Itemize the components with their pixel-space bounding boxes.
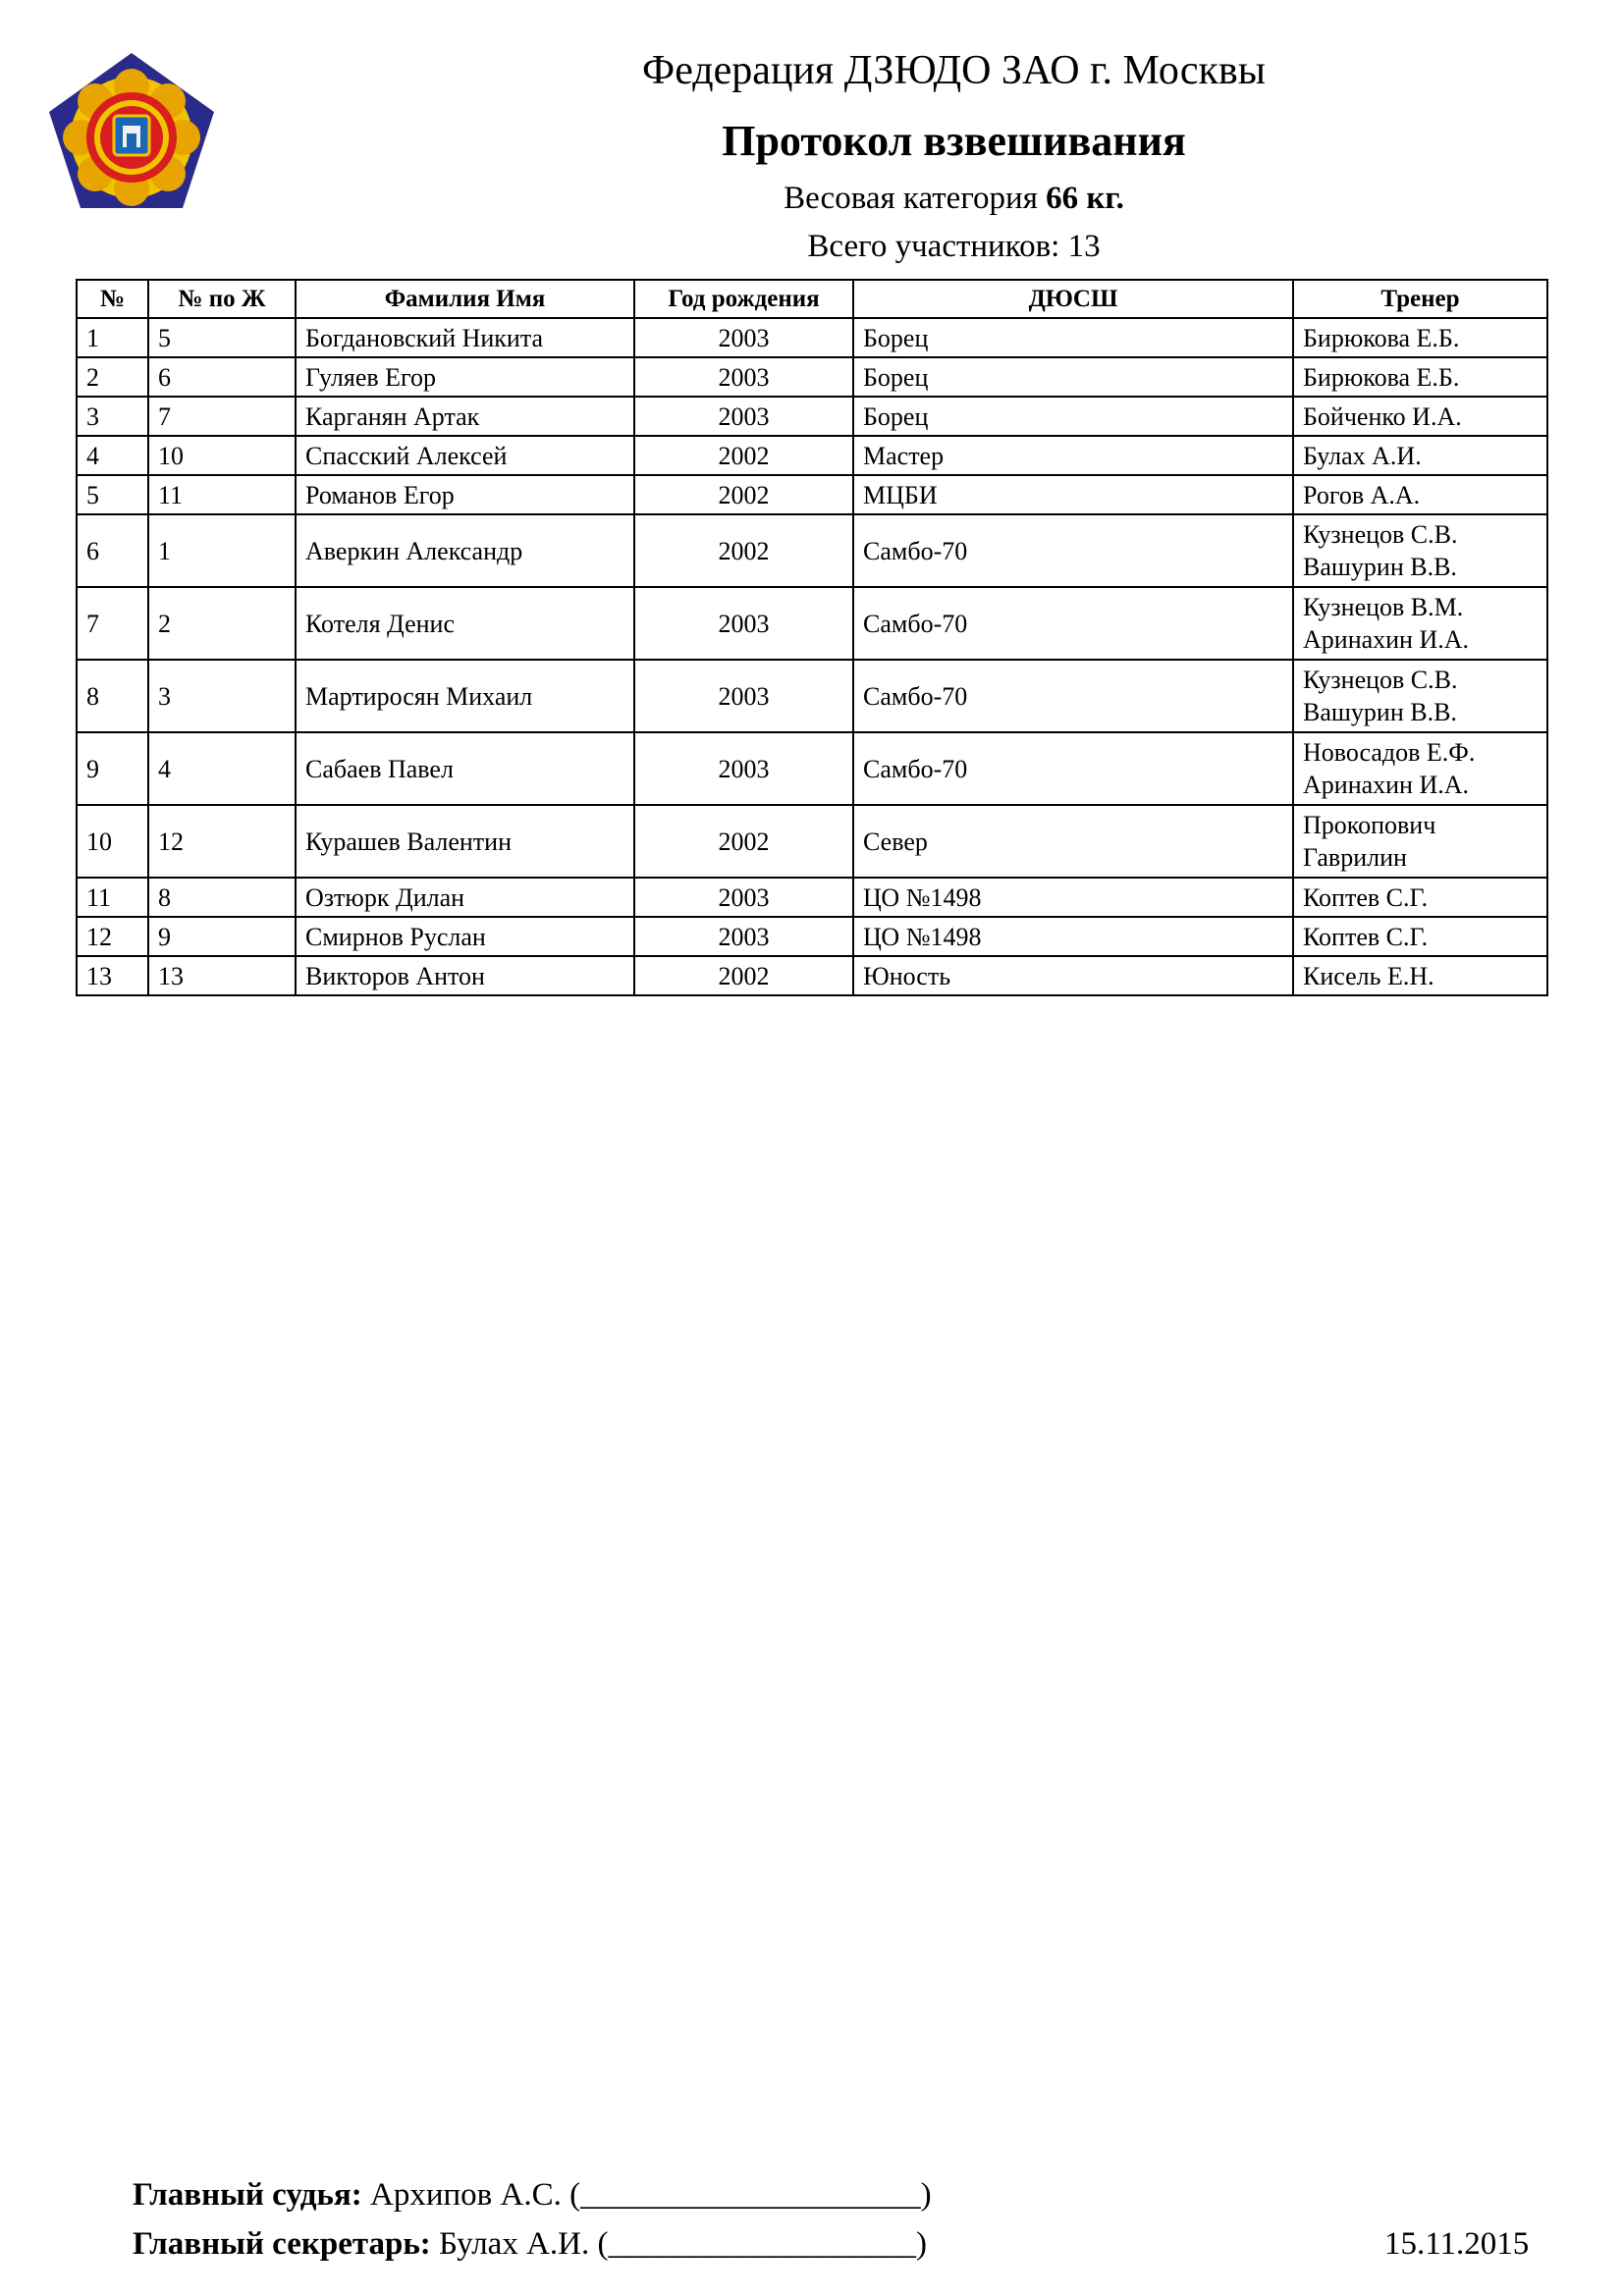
cell-name: Мартиросян Михаил [296, 660, 634, 732]
coach-primary: Новосадов Е.Ф. [1303, 738, 1476, 767]
coach-primary: Кисель Е.Н. [1303, 961, 1434, 990]
cell-name: Курашев Валентин [296, 805, 634, 878]
cell-birth-year: 2003 [634, 732, 853, 805]
coach-primary: Булах А.И. [1303, 441, 1422, 470]
cell-draw-number: 2 [148, 587, 296, 660]
cell-school: Юность [853, 956, 1293, 995]
cell-number: 8 [77, 660, 148, 732]
cell-name: Гуляев Егор [296, 357, 634, 397]
table-row [77, 805, 1547, 878]
cell-birth-year: 2003 [634, 397, 853, 436]
cell-draw-number: 11 [148, 475, 296, 514]
cell-coach [1293, 660, 1547, 732]
cell-coach [1293, 732, 1547, 805]
cell-birth-year: 2003 [634, 587, 853, 660]
cell-coach [1293, 514, 1547, 587]
cell-number: 5 [77, 475, 148, 514]
cell-draw-number: 3 [148, 660, 296, 732]
cell-name: Сабаев Павел [296, 732, 634, 805]
cell-birth-year: 2002 [634, 805, 853, 878]
coach-primary: Кузнецов С.В. [1303, 666, 1458, 694]
chief-judge-line [133, 2177, 932, 2214]
cell-birth-year: 2002 [634, 514, 853, 587]
coach-primary: Прокопович [1303, 811, 1436, 839]
cell-name: Котеля Денис [296, 587, 634, 660]
cell-coach [1293, 397, 1547, 436]
weight-category [0, 181, 1623, 217]
column-header-name: Фамилия Имя [296, 280, 634, 318]
cell-school: Север [853, 805, 1293, 878]
table-row [77, 397, 1547, 436]
cell-school: Самбо-70 [853, 587, 1293, 660]
organization-name: Федерация ДЗЮДО ЗАО г. Москвы [642, 48, 1266, 93]
coach-secondary: Вашурин В.В. [1303, 698, 1457, 726]
table-row [77, 956, 1547, 995]
cell-number: 11 [77, 878, 148, 917]
cell-coach [1293, 318, 1547, 357]
cell-school: Самбо-70 [853, 732, 1293, 805]
cell-number: 13 [77, 956, 148, 995]
coach-primary: Коптев С.Г. [1303, 882, 1429, 912]
column-header-birth-year: Год рождения [634, 280, 853, 318]
cell-draw-number: 8 [148, 878, 296, 917]
coach-secondary: Аринахин И.А. [1303, 625, 1470, 654]
column-header-number: № [77, 280, 148, 318]
coach-primary: Кузнецов С.В. [1303, 520, 1458, 549]
cell-draw-number: 4 [148, 732, 296, 805]
cell-school: Борец [853, 397, 1293, 436]
chief-secretary-line [133, 2226, 927, 2263]
cell-coach [1293, 587, 1547, 660]
cell-school: Борец [853, 357, 1293, 397]
chief-secretary-value: Булах А.И. (___________________) [439, 2226, 927, 2262]
cell-number: 7 [77, 587, 148, 660]
cell-draw-number: 5 [148, 318, 296, 357]
chief-judge-label: Главный судья: [133, 2177, 362, 2213]
table-row [77, 732, 1547, 805]
coach-primary: Рогов А.А. [1303, 480, 1421, 509]
cell-birth-year: 2003 [634, 357, 853, 397]
document-date: 15.11.2015 [1384, 2226, 1530, 2262]
table-row [77, 587, 1547, 660]
cell-name: Озтюрк Дилан [296, 878, 634, 917]
table-row [77, 878, 1547, 917]
cell-number: 1 [77, 318, 148, 357]
cell-name: Аверкин Александр [296, 514, 634, 587]
document-title: Протокол взвешивания [722, 117, 1186, 165]
cell-coach [1293, 878, 1547, 917]
cell-draw-number: 9 [148, 917, 296, 956]
table-row [77, 357, 1547, 397]
cell-school: Мастер [853, 436, 1293, 475]
cell-coach [1293, 357, 1547, 397]
cell-birth-year: 2003 [634, 660, 853, 732]
cell-school: ЦО №1498 [853, 878, 1293, 917]
cell-draw-number: 1 [148, 514, 296, 587]
column-header-school: ДЮСШ [853, 280, 1293, 318]
weigh-in-table [76, 279, 1548, 996]
cell-number: 6 [77, 514, 148, 587]
chief-secretary-label: Главный секретарь: [133, 2226, 431, 2262]
cell-draw-number: 13 [148, 956, 296, 995]
cell-number: 10 [77, 805, 148, 878]
table-row [77, 318, 1547, 357]
table-row [77, 436, 1547, 475]
cell-name: Викторов Антон [296, 956, 634, 995]
cell-school: МЦБИ [853, 475, 1293, 514]
cell-name: Спасский Алексей [296, 436, 634, 475]
coach-primary: Бирюкова Е.Б. [1303, 362, 1460, 392]
cell-draw-number: 7 [148, 397, 296, 436]
column-header-draw-number: № по Ж [148, 280, 296, 318]
cell-birth-year: 2003 [634, 878, 853, 917]
cell-number: 9 [77, 732, 148, 805]
cell-coach [1293, 436, 1547, 475]
table-row [77, 917, 1547, 956]
cell-coach [1293, 805, 1547, 878]
table-row [77, 475, 1547, 514]
weight-category-label: Весовая категория [784, 181, 1038, 216]
coach-primary: Кузнецов В.М. [1303, 593, 1464, 621]
coach-primary: Бирюкова Е.Б. [1303, 323, 1460, 352]
cell-coach [1293, 475, 1547, 514]
cell-school: Борец [853, 318, 1293, 357]
cell-school: Самбо-70 [853, 514, 1293, 587]
coach-primary: Коптев С.Г. [1303, 922, 1429, 951]
chief-judge-value: Архипов А.С. (_____________________) [370, 2177, 932, 2213]
cell-birth-year: 2003 [634, 318, 853, 357]
cell-number: 2 [77, 357, 148, 397]
coach-primary: Бойченко И.А. [1303, 401, 1462, 431]
table-row [77, 660, 1547, 732]
cell-number: 3 [77, 397, 148, 436]
cell-birth-year: 2003 [634, 917, 853, 956]
cell-name: Богдановский Никита [296, 318, 634, 357]
cell-birth-year: 2002 [634, 475, 853, 514]
cell-birth-year: 2002 [634, 436, 853, 475]
column-header-coach: Тренер [1293, 280, 1547, 318]
cell-draw-number: 10 [148, 436, 296, 475]
cell-name: Карганян Артак [296, 397, 634, 436]
cell-number: 4 [77, 436, 148, 475]
cell-name: Романов Егор [296, 475, 634, 514]
total-participants: Всего участников: 13 [807, 229, 1101, 264]
cell-draw-number: 6 [148, 357, 296, 397]
coach-secondary: Аринахин И.А. [1303, 771, 1470, 799]
table-header-row [77, 280, 1547, 318]
coach-secondary: Гаврилин [1303, 843, 1407, 872]
cell-coach [1293, 917, 1547, 956]
table-row [77, 514, 1547, 587]
weight-category-value: 66 кг. [1046, 181, 1124, 216]
coach-secondary: Вашурин В.В. [1303, 553, 1457, 581]
cell-school: ЦО №1498 [853, 917, 1293, 956]
cell-school: Самбо-70 [853, 660, 1293, 732]
cell-number: 12 [77, 917, 148, 956]
cell-draw-number: 12 [148, 805, 296, 878]
cell-coach [1293, 956, 1547, 995]
cell-birth-year: 2002 [634, 956, 853, 995]
cell-name: Смирнов Руслан [296, 917, 634, 956]
